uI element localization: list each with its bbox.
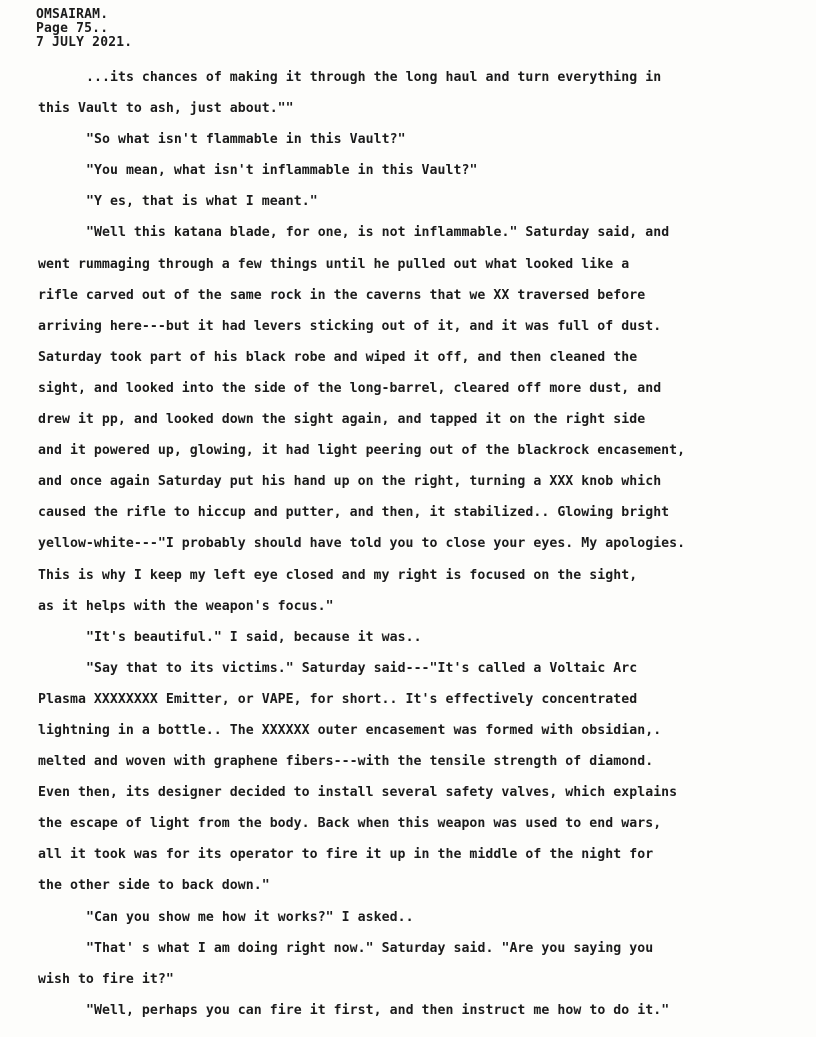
page-header [36, 8, 132, 50]
text-line: "Well, perhaps you can fire it first, and then instruct me how to do it." [86, 1002, 670, 1018]
text-line: Plasma XXXXXXXX Emitter, or VAPE, for short.. It's effectively concentrated [38, 691, 638, 707]
text-line: the escape of light from the body. Back when this weapon was used to end wars, [38, 816, 662, 832]
text-line: melted and woven with graphene fibers---with the tensile strength of diamond. [38, 754, 654, 770]
text-line: drew it pp, and looked down the sight again, and tapped it on the right side [38, 412, 646, 428]
text-line: caused the rifle to hiccup and putter, and then, it stabilized.. Glowing bright [38, 505, 670, 521]
text-line: Saturday took part of his black robe and wiped it off, and then cleaned the [38, 349, 638, 365]
text-line: "Can you show me how it works?" I asked.. [86, 909, 414, 925]
text-line: Even then, its designer decided to install several safety valves, which explains [38, 785, 678, 801]
text-line: and it powered up, glowing, it had light peering out of the blackrock encasement, [38, 443, 686, 459]
manuscript-body [38, 62, 814, 1026]
header-dedication: OMSAIRAM. [36, 7, 109, 22]
text-line: "It's beautiful." I said, because it was.. [86, 629, 422, 645]
text-line: "You mean, what isn't inflammable in this Vault?" [86, 163, 478, 179]
text-line: wish to fire it?" [38, 971, 174, 987]
text-line: this Vault to ash, just about."" [38, 101, 294, 117]
text-line: "Well this katana blade, for one, is not inflammable." Saturday said, and [86, 225, 670, 241]
text-line: "That' s what I am doing right now." Saturday said. "Are you saying you [86, 940, 654, 956]
text-line: yellow-white---"I probably should have told you to close your eyes. My apologies. [38, 536, 686, 552]
text-line: as it helps with the weapon's focus." [38, 598, 334, 614]
text-line: rifle carved out of the same rock in the caverns that we XX traversed before [38, 287, 646, 303]
text-line: sight, and looked into the side of the long-barrel, cleared off more dust, and [38, 380, 662, 396]
text-line: arriving here---but it had levers sticking out of it, and it was full of dust. [38, 318, 662, 334]
text-line: went rummaging through a few things until he pulled out what looked like a [38, 256, 630, 272]
text-line: lightning in a bottle.. The XXXXXX outer encasement was formed with obsidian,. [38, 722, 662, 738]
header-page-number: Page 75.. [36, 21, 109, 36]
text-line: "Say that to its victims." Saturday said---"It's called a Voltaic Arc [86, 660, 638, 676]
text-line: the other side to back down." [38, 878, 270, 894]
text-line: all it took was for its operator to fire it up in the middle of the night for [38, 847, 654, 863]
text-line: This is why I keep my left eye closed and my right is focused on the sight, [38, 567, 638, 583]
text-line: "So what isn't flammable in this Vault?" [86, 132, 406, 148]
text-line: and once again Saturday put his hand up on the right, turning a XXX knob which [38, 474, 662, 490]
text-line: "Y es, that is what I meant." [86, 194, 318, 210]
header-date: 7 JULY 2021. [36, 35, 133, 50]
text-line: ...its chances of making it through the long haul and turn everything in [86, 70, 662, 85]
